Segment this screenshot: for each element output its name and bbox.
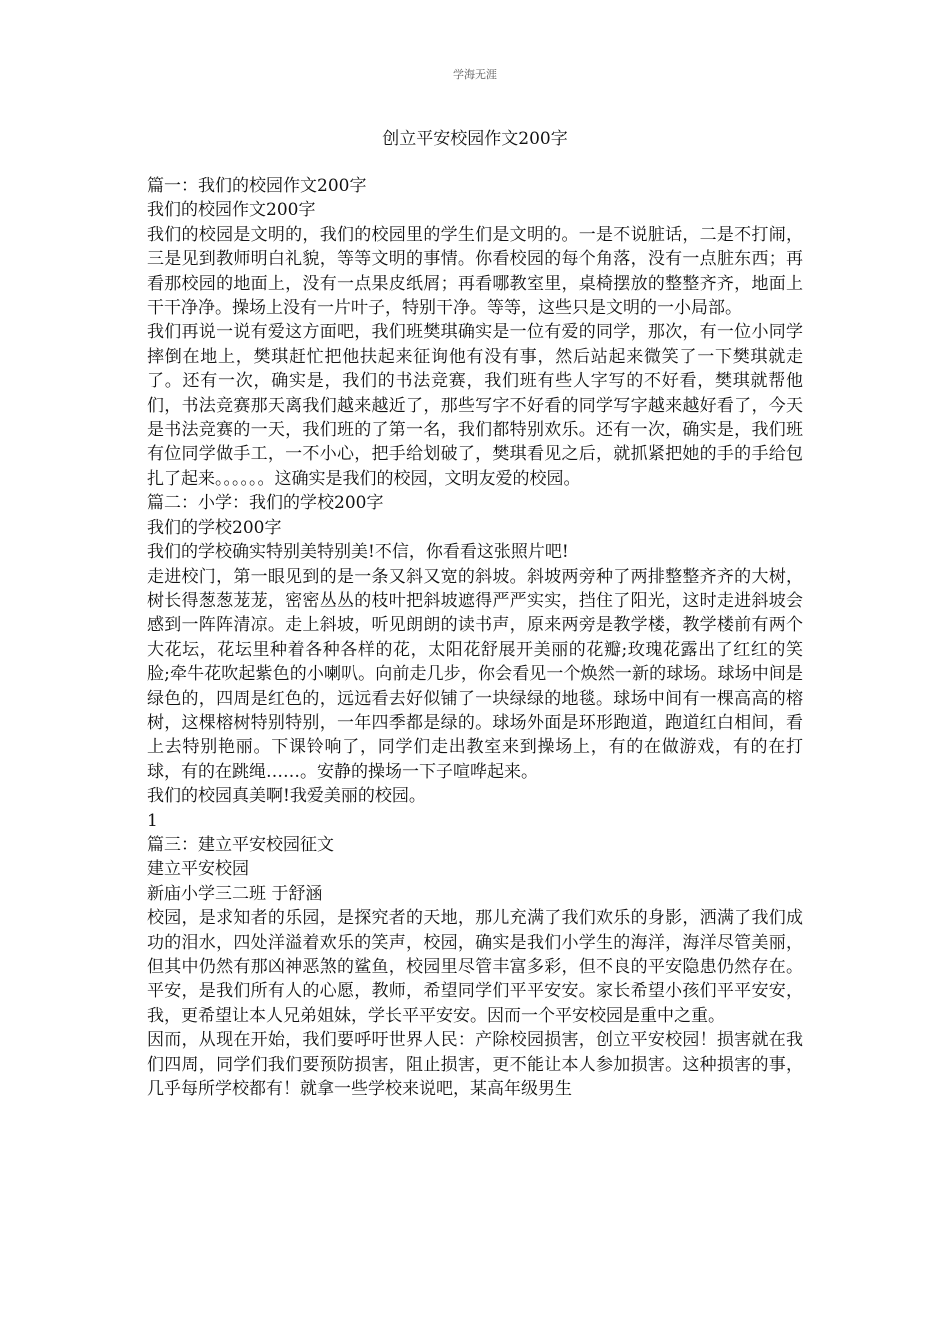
paragraph: 校园，是求知者的乐园，是探究者的天地，那儿充满了我们欢乐的身影，洒满了我们成功的泪水，四处洋溢着欢乐的笑声，校园，确实是我们小学生的海洋，海洋尽管美丽，但其中仍然有那凶神恶煞的鲨鱼，校园里尽管丰富多彩，但不良的平安隐患仍然存在。平安，是我们所有人的心愿，教师，希望同学们平平安安。家长希望小孩们平平安安，我，更希望让本人兄弟姐妹，学长平平安安。因而一个平安校园是重中之重。 [147, 908, 803, 1026]
paragraph: 走进校门，第一眼见到的是一条又斜又宽的斜坡。斜坡两旁种了两排整整齐齐的大树，树长得葱葱茏茏，密密丛丛的枝叶把斜坡遮得严严实实，挡住了阳光，这时走进斜坡会感到一阵阵清凉。走上斜坡，听见朗朗的读书声，原来两旁是教学楼，教学楼前有两个大花坛，花坛里种着各种各样的花，太阳花舒展开美丽的花瓣;玫瑰花露出了红红的笑脸;牵牛花吹起紫色的小喇叭。向前走几步，你会看见一个焕然一新的球场。球场中间是绿色的，四周是红色的，远远看去好似铺了一块绿绿的地毯。球场中间有一棵高高的榕树，这棵榕树特别特别，一年四季都是绿的。球场外面是环形跑道，跑道红白相间，看上去特别艳丽。下课铃响了，同学们走出教室来到操场上，有的在做游戏，有的在打球，有的在跳绳……。安静的操场一下子喧哗起来。 [147, 566, 803, 782]
paragraph: 我们再说一说有爱这方面吧，我们班樊琪确实是一位有爱的同学，那次，有一位小同学摔倒在地上，樊琪赶忙把他扶起来征询他有没有事，然后站起来微笑了一下樊琪就走了。还有一次，确实是，我们的书法竞赛，我们班有些人字写的不好看，樊琪就帮他们，书法竞赛那天离我们越来越近了，那些写字不好看的同学写字越来越好看了，今天是书法竞赛的一天，我们班的了第一名，我们都特别欢乐。还有一次，确实是，我们班有位同学做手工，一不小心，把手给划破了，樊琪看见之后，就抓紧把她的手的手给包扎了起来。。。。。。这确实是我们的校园，文明友爱的校园。 [147, 322, 803, 489]
essay-title: 我们的学校200字 [147, 517, 282, 538]
section-heading: 篇二：小学：我们的学校200字 [147, 493, 384, 514]
page-number: 1 [147, 810, 158, 831]
section-heading: 篇三：建立平安校园征文 [147, 834, 334, 855]
essay-title: 建立平安校园 [147, 859, 249, 880]
author-line: 新庙小学三二班 于舒涵 [147, 883, 323, 904]
paragraph: 我们的校园真美啊!我爱美丽的校园。 [147, 786, 426, 807]
paragraph: 因而，从现在开始，我们要呼吁世界人民：产除校园损害，创立平安校园！损害就在我们四周，同学们我们要预防损害，阻止损害，更不能让本人参加损害。这种损害的事，几乎每所学校都有！就拿一些学校来说吧，某高年级男生 [147, 1030, 803, 1100]
document-title: 创立平安校园作文200字 [382, 129, 568, 149]
essay-title: 我们的校园作文200字 [147, 200, 316, 221]
page-header: 学海无涯 [453, 68, 497, 81]
document-body [147, 174, 803, 1101]
paragraph: 我们的学校确实特别美特别美!不信，你看看这张照片吧! [147, 542, 569, 563]
paragraph: 我们的校园是文明的，我们的校园里的学生们是文明的。一是不说脏话，二是不打闹，三是见到教师明白礼貌，等等文明的事情。你看校园的每个角落，没有一点脏东西；再看那校园的地面上，没有一点果皮纸屑；再看哪教室里，桌椅摆放的整整齐齐，地面上干干净净。操场上没有一片叶子，特别干净。等等，这些只是文明的一小局部。 [147, 224, 803, 319]
section-heading: 篇一：我们的校园作文200字 [147, 176, 367, 196]
